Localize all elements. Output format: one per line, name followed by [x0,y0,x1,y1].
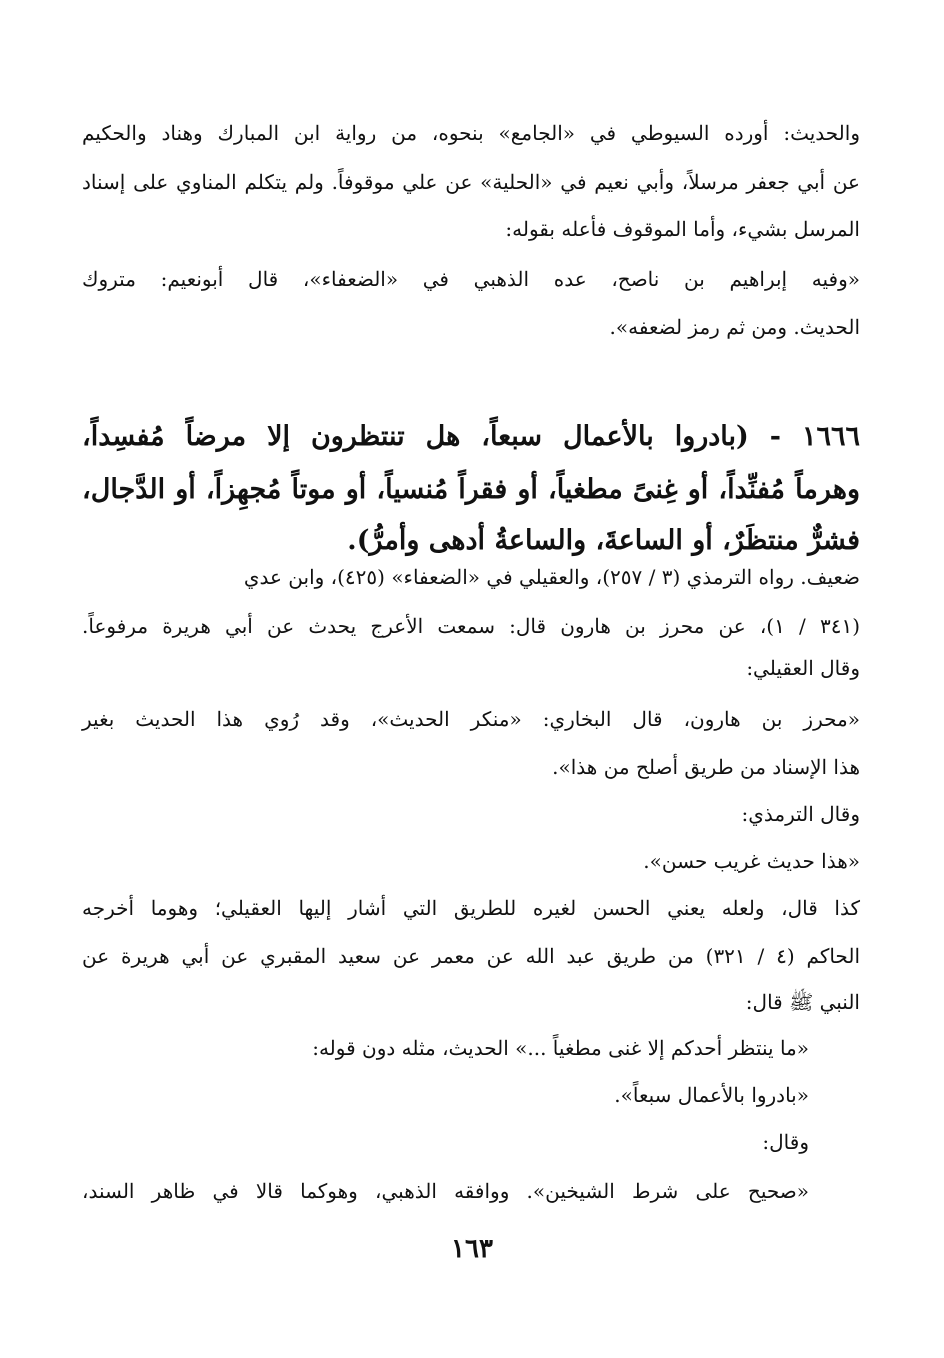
quote2-line-1: «محرز بن هارون، قال البخاري: «منكر الحديث»، وقد رُوي هذا الحديث بغير [82,707,860,731]
quote1-line-1: «وفيه إبراهيم بن ناصح، عده الذهبي في «الضعفاء»، قال أبونعيم: متروك [82,267,860,291]
intro-line-1: والحديث: أورده السيوطي في «الجامع» بنحوه، من رواية ابن المبارك وهناد والحكيم [82,121,860,145]
grade-line-3: وقال العقيلي: [746,656,860,680]
tirmidhi-label: وقال الترمذي: [741,802,860,826]
page-number: ١٦٣ [451,1234,493,1264]
grade-line-1: ضعيف. رواه الترمذي (٣ / ٢٥٧)، والعقيلي في «الضعفاء» (٤٢٥)، وابن عدي [243,565,860,589]
hakim-quote: «ما ينتظر أحدكم إلا غنى مطغياً ...» الحديث، مثله دون قوله: [312,1036,809,1060]
note-line-3: النبي ﷺ قال: [745,990,860,1014]
intro-line-2: عن أبي جعفر مرسلاً، وأبي نعيم في «الحلية» عن علي موقوفاً. ولم يتكلم المناوي على إسناد [82,170,860,194]
intro-line-3: المرسل بشيء، وأما الموقوف فأعله بقوله: [505,217,860,241]
final-line: «صحيح على شرط الشيخين». ووافقه الذهبي، وهوكما قالا في ظاهر السند، [82,1179,809,1203]
quote2-line-2: هذا الإسناد من طريق أصلح من هذا». [552,755,860,779]
note-line-2: الحاكم (٤ / ٣٢١) من طريق عبد الله عن معمر عن سعيد المقبري عن أبي هريرة عن [82,944,860,968]
quote1-line-2: الحديث. ومن ثم رمز لضعفه». [609,315,860,339]
note-line-1: كذا قال، ولعله يعني الحسن لغيره للطريق التي أشار إليها العقيلي؛ وهوما أخرجه [82,896,860,920]
hadith-line-2: وهرماً مُفنِّداً، أو غِنىً مطغياً، أو فقراً مُنسياً، أو موتاً مُجهِزاً، أو الدَّجال، [82,474,860,505]
tirmidhi-quote: «هذا حديث غريب حسن». [643,849,860,873]
qala-label: وقال: [762,1130,809,1154]
grade-line-2: (٣٤١ / ١)، عن محرز بن هارون قال: سمعت الأعرج يحدث عن أبي هريرة مرفوعاً. [82,614,860,638]
hakim-quote-2: «بادروا بالأعمال سبعاً». [614,1083,809,1107]
hadith-line-1: ١٦٦٦ - (بادروا بالأعمال سبعاً، هل تنتظرون إلا مرضاً مُفسِداً، [82,421,860,452]
hadith-line-3: فشرٌّ منتظَرٌ، أو الساعةَ، والساعةُ أدهى وأمرُّ). [347,525,860,556]
